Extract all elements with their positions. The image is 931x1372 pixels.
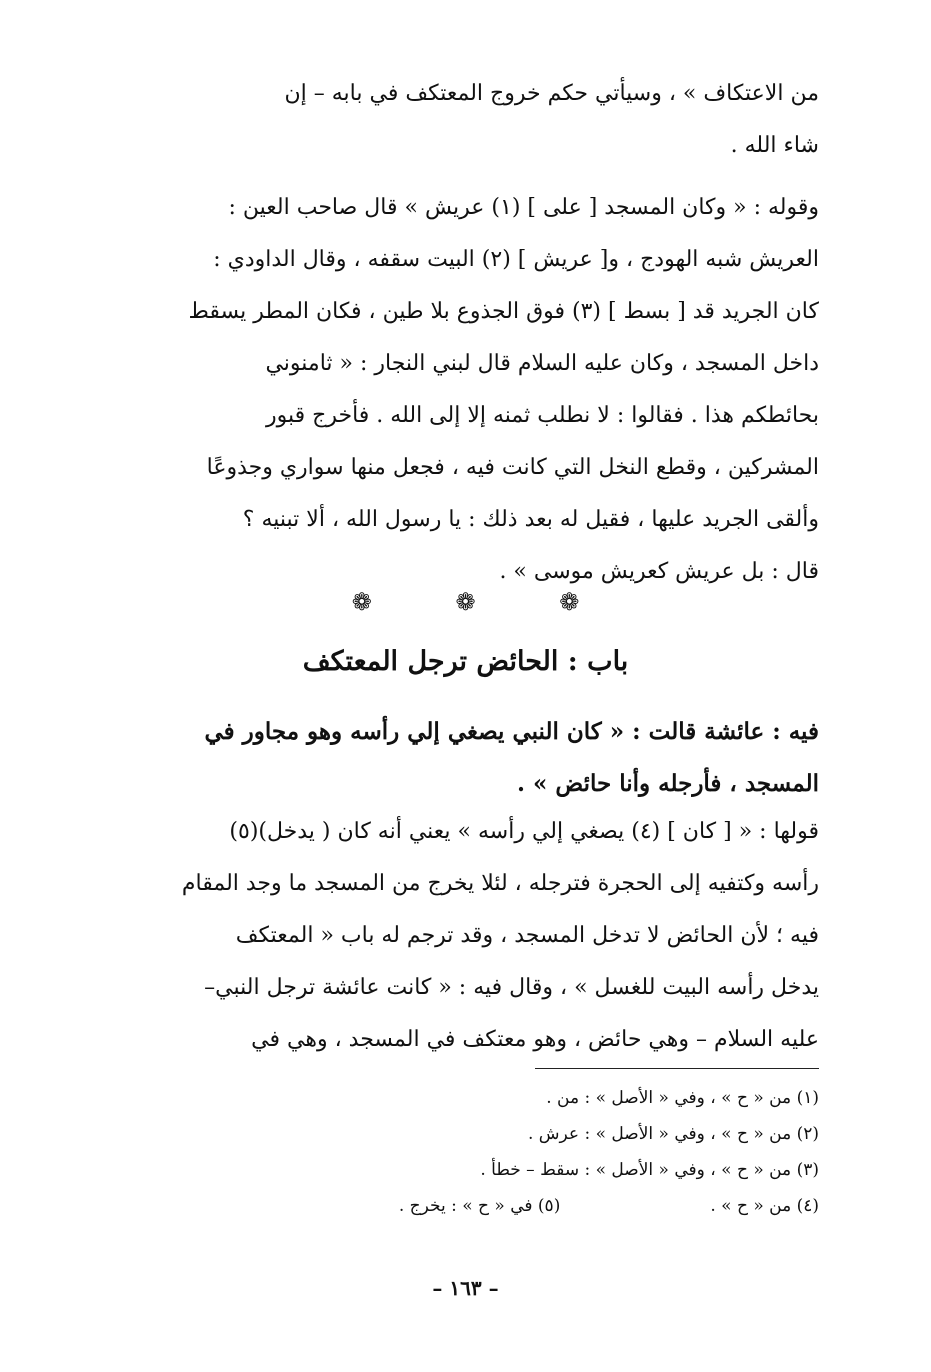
text-line: وقوله : « وكان المسجد [ على ] (١) عريش » قال صاحب العين : [228,195,819,220]
section-separator [0,588,931,616]
text-line: فيه : عائشة قالت : « كان النبي يصغي إلي رأسه وهو مجاور في [204,718,819,745]
hadith-text [129,706,819,810]
asterism-icon: ❁ [455,588,476,616]
text-line: العريش شبه الهودج ، و[ عريش ] (٢) البيت سقفه ، وقال الداودي : [213,247,819,272]
asterism-icon: ❁ [559,588,580,616]
text-line: شاء الله . [730,133,819,158]
page-number: – ١٦٣ – [432,1276,499,1300]
footnote: (٢) من « ح » ، وفي « الأصل » : عرش . [527,1124,819,1144]
asterism-icon: ❁ [351,588,372,616]
text-line: يدخل رأسه البيت للغسل » ، وقال فيه : « كانت عائشة ترجل النبي– [204,975,819,1000]
text-line: من الاعتكاف » ، وسيأتي حكم خروج المعتكف في بابه – إن [284,81,819,106]
text-line: بحائطكم هذا . فقالوا : لا نطلب ثمنه إلا إلى الله . فأخرج قبور [266,403,819,428]
footnote-divider [535,1068,819,1069]
text-line: فيه ؛ لأن الحائض لا تدخل المسجد ، وقد ترجم له باب « المعتكف [235,923,819,948]
text-line: داخل المسجد ، وكان عليه السلام قال لبني النجار : « ثامنوني [265,351,819,376]
chapter-heading: باب : الحائض ترجل المعتكف [302,646,629,677]
text-line: المسجد ، فأرجله وأنا حائض » . [517,770,819,797]
footnote: (١) من « ح » ، وفي « الأصل » : من . [546,1088,819,1108]
paragraph-arish-explanation [129,182,819,598]
footnotes [129,1080,819,1224]
text-line: رأسه وكتفيه إلى الحجرة فترجله ، لئلا يخرج من المسجد ما وجد المقام [181,871,819,896]
footnote: (٥) في « ح » : يخرج . [398,1196,561,1216]
footnote: (٣) من « ح » ، وفي « الأصل » : سقط – خطأ . [480,1160,819,1180]
paragraph-commentary [129,806,819,1066]
text-line: المشركين ، وقطع النخل التي كانت فيه ، فجعل منها سواري وجذوعًا [206,455,819,480]
text-line: عليه السلام – وهي حائض ، وهو معتكف في المسجد ، وهي في [251,1027,819,1052]
footnote-row [129,1188,819,1224]
text-line: وألقى الجريد عليها ، فقيل له بعد ذلك : يا رسول الله ، ألا تبنيه ؟ [242,507,819,532]
text-line: قولها : « [ كان ] (٤) يصغي إلي رأسه » يعني أنه كان ( يدخل)(٥) [229,819,819,844]
footnote: (٤) من « ح » . [710,1196,819,1216]
text-line: كان الجريد قد [ بسط ] (٣) فوق الجذوع بلا طين ، فكان المطر يسقط [188,299,819,324]
paragraph-continuation [129,68,819,172]
text-line: قال : بل عريش كعريش موسى » . [499,559,819,584]
